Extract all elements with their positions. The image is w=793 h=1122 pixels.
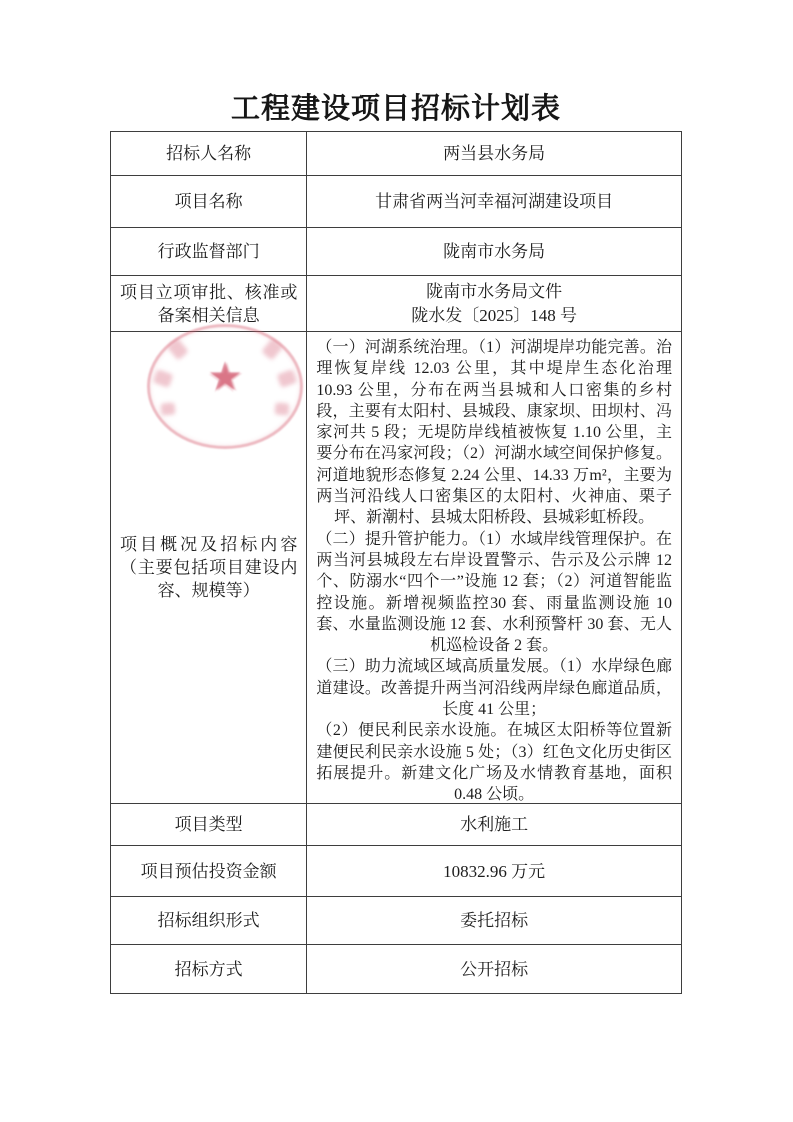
row-label: 项目预估投资金额: [111, 846, 307, 896]
table-row-approval-info: [111, 276, 681, 332]
overview-paragraph: （三）助力流域区域高质量发展。（1）水岸绿色廊道建设。改善提升两当河沿线两岸绿色廊道品质，长度 41 公里；: [316, 658, 672, 719]
table-row-bidder-name: [111, 132, 681, 176]
table-row-project-type: [111, 804, 681, 846]
star-icon: ★: [207, 353, 243, 400]
table-row-bidding-method: [111, 945, 681, 993]
row-label: 项目名称: [111, 176, 307, 227]
approval-doc-number: 陇水发〔2025〕148 号: [411, 305, 578, 325]
table-row-project-overview: [111, 332, 681, 804]
row-value: [307, 332, 681, 803]
overview-paragraph: （2）便民利民亲水设施。在城区太阳桥等位置新建便民利民亲水设施 5 处；（3）红色文化历史街区拓展提升。新建文化广场及水情教育基地，面积 0.48 公顷。: [316, 722, 672, 804]
row-value: 10832.96 万元: [443, 861, 546, 881]
table-row-project-name: [111, 176, 681, 228]
row-value: [307, 276, 681, 331]
row-label: 项目立项审批、核准或备案相关信息: [111, 276, 307, 331]
row-label: 项目概况及招标内容（主要包括项目建设内容、规模等）: [111, 332, 307, 803]
row-label: 项目类型: [111, 804, 307, 845]
row-value: 水利施工: [460, 815, 529, 834]
row-label: 招标方式: [111, 945, 307, 993]
overview-paragraph: （一）河湖系统治理。（1）河湖堤岸功能完善。治理恢复岸线 12.03 公里，其中堤岸生态化治理 10.93 公里，分布在两当县城和人口密集的乡村段，主要有太阳村、县城段、康家坝、田坝村、冯家河共 5 段；无堤防岸线植被恢复 1.10 公里，主要分布在冯家河段；（2）河湖水域空间保护修复。河道地貌形态修复 2.24 公里、14.33 万m²，主要为两当河沿线人口密集区的太阳村、火神庙、栗子坪、新潮村、县城太阳桥段、县城彩虹桥段。: [316, 339, 672, 527]
row-label: 招标组织形式: [111, 897, 307, 944]
table-row-estimated-investment: [111, 846, 681, 897]
table-row-bidding-organization-form: [111, 897, 681, 945]
row-value: 两当县水务局: [443, 144, 546, 163]
row-value: 陇南市水务局: [443, 242, 546, 261]
bidding-plan-table: [110, 131, 682, 994]
approval-doc-source: 陇南市水务局文件: [426, 281, 563, 301]
overview-paragraph: （二）提升管护能力。（1）水域岸线管理保护。在两当河县城段左右岸设置警示、告示及公示牌 12 个、防溺水“四个一”设施 12 套；（2）河道智能监控设施。新增视频监控30 套、雨量监测设施 10 套、水量监测设施 12 套、水利预警杆 30 套、无人机巡检设备 2 套。: [316, 530, 672, 655]
row-value: 公开招标: [460, 959, 529, 979]
row-value: 委托招标: [460, 911, 529, 930]
table-row-supervising-department: [111, 228, 681, 276]
row-label: 招标人名称: [111, 132, 307, 175]
document-title: 工程建设项目招标计划表: [230, 93, 561, 125]
row-value: 甘肃省两当河幸福河湖建设项目: [375, 192, 614, 211]
row-label: 行政监督部门: [111, 228, 307, 275]
